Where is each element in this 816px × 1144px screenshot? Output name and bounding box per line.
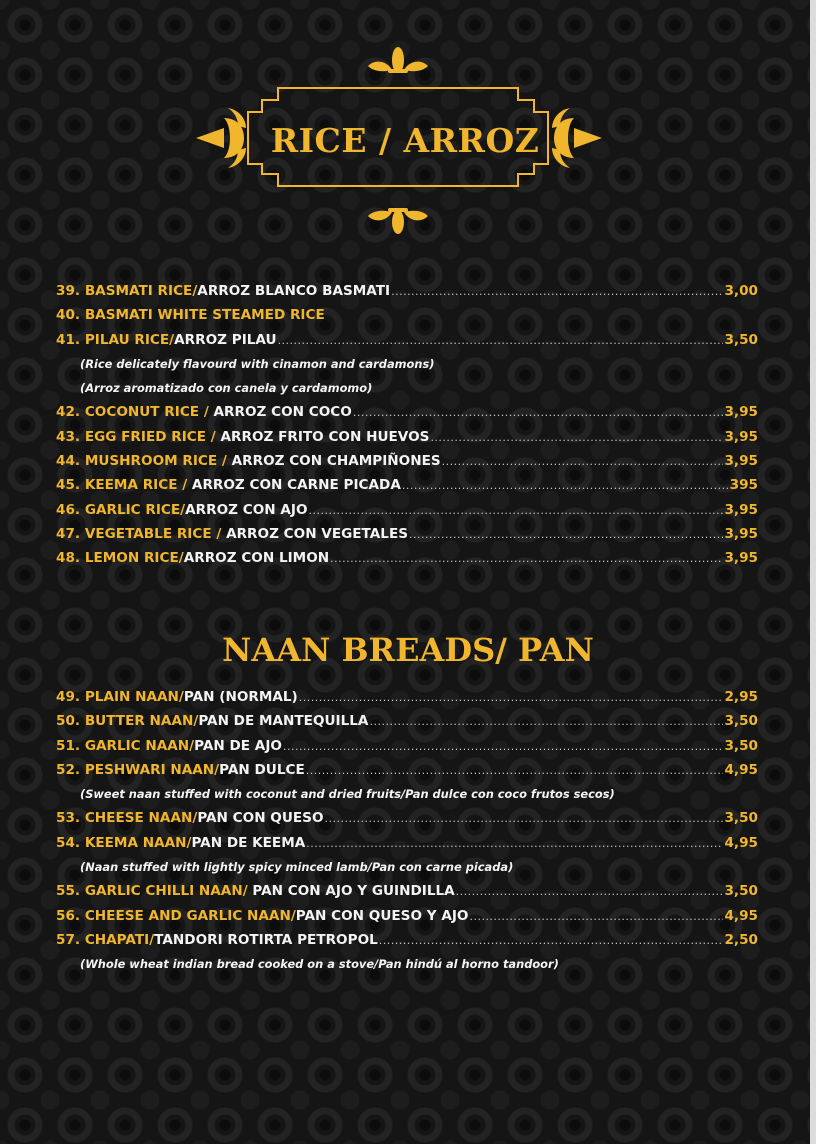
menu-item-name: 45. KEEMA RICE / ARROZ CON CARNE PICADA [56, 477, 401, 494]
menu-item-name: 56. CHEESE AND GARLIC NAAN/PAN CON QUESO Y AJO [56, 907, 469, 924]
menu-item-price: 3,95 [724, 501, 758, 518]
menu-item-name: 47. VEGETABLE RICE / ARROZ CON VEGETALES [56, 525, 409, 542]
menu-item [56, 831, 758, 855]
menu-item-name: 43. EGG FRIED RICE / ARROZ FRITO CON HUEVOS [56, 428, 430, 445]
leader-dots [402, 474, 729, 498]
menu-item [56, 879, 758, 903]
leader-dots [353, 401, 724, 425]
menu-item-name: 50. BUTTER NAAN/PAN DE MANTEQUILLA [56, 713, 369, 730]
menu-item-description: (Arroz aromatizado con canela y cardamomo) [80, 381, 373, 396]
menu-item-name: 51. GARLIC NAAN/PAN DE AJO [56, 737, 282, 754]
menu-item-price: 4,95 [724, 907, 758, 924]
menu-item-name: 40. BASMATI WHITE STEAMED RICE [56, 307, 325, 324]
menu-item-price: 3,95 [724, 404, 758, 421]
rice-menu-list [56, 279, 758, 571]
menu-item-name: 48. LEMON RICE/ARROZ CON LIMON [56, 550, 330, 567]
leader-dots [369, 710, 723, 734]
menu-item-description: (Whole wheat indian bread cooked on a stove/Pan hindú al horno tandoor) [80, 957, 559, 972]
menu-item [56, 400, 758, 424]
menu-item [56, 546, 758, 570]
menu-item [56, 279, 758, 303]
rice-section-title: RICE / ARROZ [270, 121, 540, 160]
menu-item [56, 806, 758, 830]
menu-item-name: 57. CHAPATI/TANDORI ROTIRTA PETROPOL [56, 931, 378, 948]
menu-item [56, 709, 758, 733]
menu-item [56, 328, 758, 352]
menu-item-price: 3,95 [724, 550, 758, 567]
menu-item [56, 685, 758, 709]
menu-item-name: 52. PESHWARI NAAN/PAN DULCE [56, 761, 305, 778]
menu-item-price: 3,50 [724, 713, 758, 730]
menu-item [56, 734, 758, 758]
menu-item-price: 3,50 [724, 737, 758, 754]
leader-dots [469, 905, 723, 929]
leader-dots [306, 759, 724, 783]
leader-dots [309, 499, 724, 523]
menu-item-name: 39. BASMATI RICE/ARROZ BLANCO BASMATI [56, 283, 391, 299]
menu-item-description: (Naan stuffed with lightly spicy minced lamb/Pan con carne picada) [80, 860, 514, 875]
menu-item-price: 3,95 [724, 453, 758, 470]
menu-item-price: 3,00 [724, 283, 758, 299]
menu-item-price: 3,50 [724, 883, 758, 900]
leader-dots [456, 880, 724, 904]
menu-item [56, 904, 758, 928]
menu-item [56, 449, 758, 473]
menu-item-price: 4,95 [724, 761, 758, 778]
menu-item [56, 303, 758, 327]
leader-dots [391, 280, 723, 304]
leader-dots [325, 807, 724, 831]
leader-dots [379, 929, 724, 953]
menu-item-description: (Sweet naan stuffed with coconut and dried fruits/Pan dulce con coco frutos secos) [80, 787, 615, 802]
menu-item-price: 395 [729, 477, 758, 494]
leader-dots [409, 523, 723, 547]
naan-section-title: NAAN BREADS/ PAN [222, 631, 594, 669]
menu-item-price: 3,50 [724, 331, 758, 348]
menu-item-name: 41. PILAU RICE/ARROZ PILAU [56, 331, 277, 348]
menu-item-name: 42. COCONUT RICE / ARROZ CON COCO [56, 404, 352, 421]
leader-dots [430, 426, 723, 450]
menu-item-price: 3,95 [724, 428, 758, 445]
menu-item-price: 4,95 [724, 834, 758, 851]
menu-item-name: 53. CHEESE NAAN/PAN CON QUESO [56, 810, 324, 827]
menu-item-price: 3,95 [724, 525, 758, 542]
menu-item-name: 49. PLAIN NAAN/PAN (NORMAL) [56, 689, 298, 705]
leader-dots [442, 450, 724, 474]
leader-dots [283, 735, 724, 759]
menu-item [56, 498, 758, 522]
menu-item-description: (Rice delicately flavourd with cinamon and cardamons) [80, 356, 435, 371]
leader-dots [278, 329, 724, 353]
naan-menu-list [56, 685, 758, 977]
menu-item [56, 473, 758, 497]
menu-item-price: 3,50 [724, 810, 758, 827]
menu-item-name: 46. GARLIC RICE/ARROZ CON AJO [56, 501, 308, 518]
menu-item [56, 758, 758, 782]
menu-item [56, 425, 758, 449]
menu-item [56, 522, 758, 546]
menu-item-price: 2,95 [724, 689, 758, 705]
menu-item [56, 928, 758, 952]
leader-dots [299, 686, 724, 710]
menu-item-name: 55. GARLIC CHILLI NAAN/ PAN CON AJO Y GUINDILLA [56, 883, 455, 900]
leader-dots [330, 547, 723, 571]
menu-item-name: 44. MUSHROOM RICE / ARROZ CON CHAMPIÑONES [56, 453, 441, 470]
menu-item-price: 2,50 [724, 931, 758, 948]
leader-dots [306, 832, 723, 856]
menu-item-name: 54. KEEMA NAAN/PAN DE KEEMA [56, 834, 306, 851]
